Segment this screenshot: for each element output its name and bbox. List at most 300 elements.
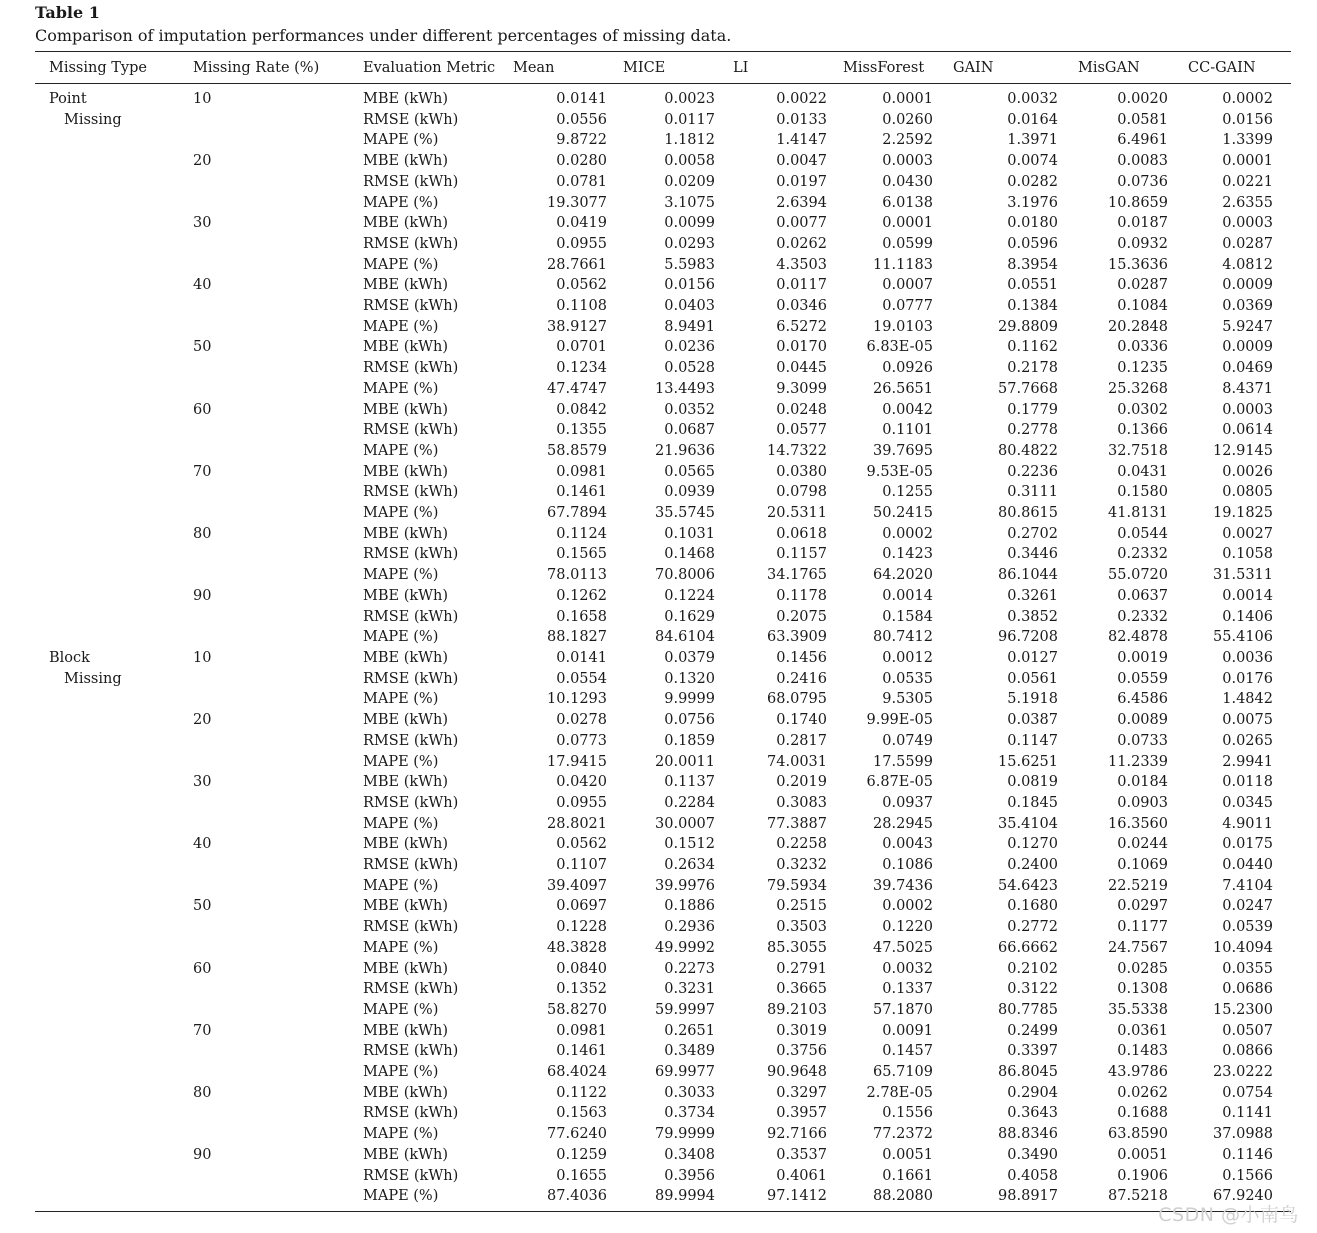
value-misgan: 0.0285: [1117, 960, 1168, 977]
value-missforest: 0.0001: [882, 91, 933, 107]
value-li: 0.0248: [776, 401, 827, 418]
missing-type-cell: [35, 938, 193, 959]
value-misgan: 25.3268: [1108, 380, 1168, 397]
value-missforest: 9.99E-05: [866, 712, 933, 729]
value-mice: 0.0565: [664, 463, 715, 480]
value-cc-gain: 0.1566: [1222, 1167, 1273, 1184]
value-mice: 0.2936: [664, 919, 715, 936]
missing-type-cell: [35, 752, 193, 773]
value-cc-gain: 0.0001: [1222, 153, 1273, 170]
value-li: 0.0117: [776, 277, 827, 294]
value-mean: 78.0113: [547, 567, 607, 584]
missing-rate-cell: [193, 793, 363, 814]
value-gain: 0.2904: [1007, 1084, 1058, 1101]
value-mean: 17.9415: [547, 753, 607, 770]
value-misgan: 0.0637: [1117, 587, 1168, 604]
value-mean: 0.1461: [556, 484, 607, 501]
missing-type-cell: [35, 358, 193, 379]
metric-cell: MBE (kWh): [363, 712, 449, 729]
value-mice: 0.1886: [664, 898, 715, 915]
value-gain: 0.4058: [1007, 1167, 1058, 1184]
value-missforest: 0.0003: [882, 153, 933, 170]
value-misgan: 35.5338: [1108, 1001, 1168, 1018]
value-cc-gain: 15.2300: [1213, 1001, 1273, 1018]
value-mice: 84.6104: [655, 629, 715, 646]
value-misgan: 0.0581: [1117, 111, 1168, 128]
value-li: 0.0133: [776, 111, 827, 128]
missing-rate-cell: [193, 1062, 363, 1083]
metric-cell: RMSE (kWh): [363, 235, 459, 252]
missing-type-cell: [35, 234, 193, 255]
missing-type-cell: [35, 1186, 193, 1211]
value-missforest: 0.0032: [882, 960, 933, 977]
value-li: 0.3957: [776, 1105, 827, 1122]
value-cc-gain: 7.4104: [1222, 877, 1273, 894]
missing-rate-cell: [193, 1041, 363, 1062]
table-row: [35, 84, 1291, 110]
value-gain: 0.0551: [1007, 277, 1058, 294]
value-mean: 0.1565: [556, 546, 607, 563]
value-missforest: 0.1423: [882, 546, 933, 563]
value-cc-gain: 0.1058: [1222, 546, 1273, 563]
missing-type-cell: [35, 772, 193, 793]
value-misgan: 0.0336: [1117, 339, 1168, 356]
metric-cell: MAPE (%): [363, 132, 439, 149]
missing-type-cell: [35, 565, 193, 586]
table-row: [35, 358, 1291, 379]
value-missforest: 0.0001: [882, 215, 933, 232]
metric-cell: RMSE (kWh): [363, 794, 459, 811]
metric-cell: RMSE (kWh): [363, 670, 459, 687]
value-cc-gain: 0.0156: [1222, 111, 1273, 128]
metric-cell: MAPE (%): [363, 939, 439, 956]
value-missforest: 0.0091: [882, 1022, 933, 1039]
value-mean: 9.8722: [556, 132, 607, 149]
value-li: 97.1412: [733, 1186, 843, 1211]
table-row: [35, 1000, 1291, 1021]
value-missforest: 0.0042: [882, 401, 933, 418]
value-misgan: 41.8131: [1108, 505, 1168, 522]
metric-cell: MBE (kWh): [363, 898, 449, 915]
value-cc-gain: 0.0026: [1222, 463, 1273, 480]
value-misgan: 0.0903: [1117, 794, 1168, 811]
table-row: [35, 544, 1291, 565]
missing-rate-cell: 40: [193, 277, 212, 294]
value-cc-gain: 0.0355: [1222, 960, 1273, 977]
value-missforest: 2.2592: [882, 132, 933, 149]
table-row: [35, 337, 1291, 358]
missing-rate-cell: [193, 669, 363, 690]
missing-rate-cell: [193, 317, 363, 338]
missing-rate-cell: [193, 296, 363, 317]
missing-type-cell: [35, 503, 193, 524]
value-misgan: 0.0559: [1117, 670, 1168, 687]
table-row: [35, 834, 1291, 855]
value-li: 9.3099: [776, 380, 827, 397]
value-mice: 0.0939: [664, 484, 715, 501]
value-misgan: 10.8659: [1108, 194, 1168, 211]
results-table: [35, 51, 1291, 1212]
value-missforest: 26.5651: [873, 380, 933, 397]
value-gain: 0.2400: [1007, 857, 1058, 874]
missing-type-cell: [35, 379, 193, 400]
metric-cell: MAPE (%): [363, 1126, 439, 1143]
value-missforest: 2.78E-05: [866, 1084, 933, 1101]
value-mice: 8.9491: [664, 318, 715, 335]
value-mice: 70.8006: [655, 567, 715, 584]
value-mice: 13.4493: [655, 380, 715, 397]
missing-type-cell: [35, 482, 193, 503]
table-row: [35, 503, 1291, 524]
missing-type-cell: [35, 441, 193, 462]
value-mice: 0.0756: [664, 712, 715, 729]
metric-cell: RMSE (kWh): [363, 857, 459, 874]
value-missforest: 39.7436: [873, 877, 933, 894]
table-row: [35, 586, 1291, 607]
metric-cell: MBE (kWh): [363, 277, 449, 294]
metric-cell: RMSE (kWh): [363, 298, 459, 315]
value-gain: 98.8917: [953, 1186, 1078, 1211]
value-gain: 0.1384: [1007, 298, 1058, 315]
value-missforest: 11.1183: [873, 256, 933, 273]
value-mice: 0.0058: [664, 153, 715, 170]
table-row: [35, 752, 1291, 773]
table-row: [35, 1166, 1291, 1187]
table-row: [35, 234, 1291, 255]
value-mean: 0.0554: [556, 670, 607, 687]
value-mice: 20.0011: [655, 753, 715, 770]
value-mice: 0.3734: [664, 1105, 715, 1122]
value-mean: 0.0556: [556, 111, 607, 128]
missing-type-cell: [35, 1062, 193, 1083]
value-misgan: 0.1688: [1117, 1105, 1168, 1122]
value-mean: 0.0562: [556, 836, 607, 853]
missing-rate-cell: 70: [193, 463, 212, 480]
value-cc-gain: 19.1825: [1213, 505, 1273, 522]
value-mean: 0.0955: [556, 794, 607, 811]
value-gain: 15.6251: [998, 753, 1058, 770]
value-mean: 28.7661: [547, 256, 607, 273]
value-misgan: 0.1906: [1117, 1167, 1168, 1184]
value-misgan: 0.0733: [1117, 732, 1168, 749]
value-cc-gain: 5.9247: [1222, 318, 1273, 335]
missing-rate-cell: 80: [193, 525, 212, 542]
value-misgan: 0.0244: [1117, 836, 1168, 853]
value-li: 0.0577: [776, 422, 827, 439]
value-mean: 28.8021: [547, 815, 607, 832]
value-gain: 88.8346: [998, 1126, 1058, 1143]
value-missforest: 65.7109: [873, 1064, 933, 1081]
value-mean: 0.0141: [556, 649, 607, 666]
value-misgan: 0.1084: [1117, 298, 1168, 315]
table-row: [35, 1186, 1291, 1211]
value-li: 0.0445: [776, 360, 827, 377]
value-mean: 58.8270: [547, 1001, 607, 1018]
value-mean: 0.0955: [556, 235, 607, 252]
missing-rate-cell: [193, 1186, 363, 1211]
metric-cell: MBE (kWh): [363, 401, 449, 418]
value-mean: 0.0278: [556, 712, 607, 729]
missing-type-cell: [35, 607, 193, 628]
value-gain: 1.3971: [1007, 132, 1058, 149]
table-row: [35, 669, 1291, 690]
metric-cell: RMSE (kWh): [363, 484, 459, 501]
value-mice: 0.0403: [664, 298, 715, 315]
value-missforest: 0.1255: [882, 484, 933, 501]
value-cc-gain: 0.0345: [1222, 794, 1273, 811]
missing-rate-cell: [193, 855, 363, 876]
missing-rate-cell: [193, 979, 363, 1000]
value-missforest: 19.0103: [873, 318, 933, 335]
missing-type-cell: [35, 317, 193, 338]
missing-rate-cell: [193, 130, 363, 151]
value-mean: 0.1228: [556, 919, 607, 936]
table-row: [35, 855, 1291, 876]
missing-type-cell: [35, 420, 193, 441]
missing-rate-cell: 90: [193, 1146, 212, 1163]
table-row: [35, 689, 1291, 710]
value-mice: 0.3956: [664, 1167, 715, 1184]
missing-type-cell: [35, 544, 193, 565]
value-misgan: 0.0083: [1117, 153, 1168, 170]
value-cc-gain: 8.4371: [1222, 380, 1273, 397]
missing-rate-cell: [193, 607, 363, 628]
table-row: [35, 275, 1291, 296]
value-gain: 54.6423: [998, 877, 1058, 894]
value-missforest: 0.0002: [882, 525, 933, 542]
missing-rate-cell: [193, 544, 363, 565]
table-row: [35, 441, 1291, 462]
value-li: 4.3503: [776, 256, 827, 273]
value-missforest: 17.5599: [873, 753, 933, 770]
value-li: 0.3537: [776, 1146, 827, 1163]
value-mean: 0.0773: [556, 732, 607, 749]
value-mean: 10.1293: [547, 691, 607, 708]
value-misgan: 0.1235: [1117, 360, 1168, 377]
value-gain: 0.0127: [1007, 649, 1058, 666]
value-mice: 0.2634: [664, 857, 715, 874]
value-mean: 0.0280: [556, 153, 607, 170]
value-mice: 1.1812: [664, 132, 715, 149]
value-misgan: 0.0184: [1117, 774, 1168, 791]
metric-cell: MAPE (%): [363, 194, 439, 211]
value-mice: 35.5745: [655, 505, 715, 522]
value-missforest: 9.5305: [882, 691, 933, 708]
missing-rate-cell: [193, 1124, 363, 1145]
value-li: 79.5934: [767, 877, 827, 894]
value-misgan: 82.4878: [1108, 629, 1168, 646]
metric-cell: MBE (kWh): [363, 339, 449, 356]
value-cc-gain: 0.0027: [1222, 525, 1273, 542]
metric-cell: MBE (kWh): [363, 1084, 449, 1101]
value-gain: 0.1162: [1007, 339, 1058, 356]
missing-rate-cell: [193, 689, 363, 710]
value-mice: 30.0007: [655, 815, 715, 832]
table-label: Table 1: [35, 3, 100, 22]
value-li: 0.3083: [776, 794, 827, 811]
table-row: [35, 110, 1291, 131]
value-misgan: 0.0431: [1117, 463, 1168, 480]
value-gain: 80.7785: [998, 1001, 1058, 1018]
value-mice: 59.9997: [655, 1001, 715, 1018]
missing-type-cell: [35, 689, 193, 710]
value-li: 0.1178: [776, 587, 827, 604]
value-li: 92.7166: [767, 1126, 827, 1143]
value-li: 68.0795: [767, 691, 827, 708]
missing-rate-cell: [193, 1000, 363, 1021]
value-missforest: 6.0138: [882, 194, 933, 211]
value-mean: 0.0697: [556, 898, 607, 915]
value-missforest: 0.0937: [882, 794, 933, 811]
value-li: 0.0197: [776, 173, 827, 190]
value-cc-gain: 1.4842: [1222, 691, 1273, 708]
value-li: 0.2416: [776, 670, 827, 687]
value-mean: 0.0842: [556, 401, 607, 418]
value-misgan: 24.7567: [1108, 939, 1168, 956]
value-gain: 0.2499: [1007, 1022, 1058, 1039]
table-row: [35, 1021, 1291, 1042]
table-row: [35, 1103, 1291, 1124]
watermark: CSDN @小南鸟: [1158, 1204, 1299, 1226]
missing-type-cell: [35, 172, 193, 193]
missing-type-cell: [35, 151, 193, 172]
value-cc-gain: 10.4094: [1213, 939, 1273, 956]
value-mean: 58.8579: [547, 442, 607, 459]
value-misgan: 63.8590: [1108, 1126, 1168, 1143]
missing-type-cell: [35, 275, 193, 296]
value-mean: 0.1124: [556, 525, 607, 542]
missing-type-cell: [35, 855, 193, 876]
value-li: 63.3909: [767, 629, 827, 646]
table-row: [35, 151, 1291, 172]
value-gain: 8.3954: [1007, 256, 1058, 273]
metric-cell: MBE (kWh): [363, 525, 449, 542]
value-li: 14.7322: [767, 442, 827, 459]
value-li: 0.2075: [776, 608, 827, 625]
value-mean: 0.1108: [556, 298, 607, 315]
value-mean: 0.1355: [556, 422, 607, 439]
metric-cell: MBE (kWh): [363, 960, 449, 977]
value-mean: 0.0419: [556, 215, 607, 232]
missing-type-label: Block: [49, 649, 90, 666]
metric-cell: MAPE (%): [363, 1186, 513, 1211]
value-misgan: 16.3560: [1108, 815, 1168, 832]
value-gain: 35.4104: [998, 815, 1058, 832]
value-gain: 0.1680: [1007, 898, 1058, 915]
metric-cell: MAPE (%): [363, 753, 439, 770]
value-misgan: 0.1366: [1117, 422, 1168, 439]
table-row: [35, 938, 1291, 959]
value-missforest: 0.1101: [882, 422, 933, 439]
value-misgan: 0.0932: [1117, 235, 1168, 252]
value-missforest: 0.0749: [882, 732, 933, 749]
value-gain: 0.2702: [1007, 525, 1058, 542]
value-gain: 0.1147: [1007, 732, 1058, 749]
missing-type-cell: [35, 959, 193, 980]
missing-rate-cell: 10: [193, 91, 212, 107]
value-li: 34.1765: [767, 567, 827, 584]
value-mice: 69.9977: [655, 1064, 715, 1081]
metric-cell: MAPE (%): [363, 442, 439, 459]
value-cc-gain: 0.0014: [1222, 587, 1273, 604]
value-gain: 5.1918: [1007, 691, 1058, 708]
value-misgan: 0.0262: [1117, 1084, 1168, 1101]
value-misgan: 0.1308: [1117, 981, 1168, 998]
value-mice: 49.9992: [655, 939, 715, 956]
header-missforest: MissForest: [843, 52, 953, 84]
table-row: [35, 1145, 1291, 1166]
value-mice: 0.1137: [664, 774, 715, 791]
value-li: 74.0031: [767, 753, 827, 770]
value-mice: 0.2273: [664, 960, 715, 977]
value-mice: 0.1468: [664, 546, 715, 563]
metric-cell: MAPE (%): [363, 567, 439, 584]
value-li: 1.4147: [776, 132, 827, 149]
missing-rate-cell: [193, 255, 363, 276]
missing-type-cell: [35, 1166, 193, 1187]
header-evaluation-metric: Evaluation Metric: [363, 52, 513, 84]
value-gain: 0.3446: [1007, 546, 1058, 563]
header-li: LI: [733, 52, 843, 84]
value-cc-gain: 0.0614: [1222, 422, 1273, 439]
table-row: [35, 959, 1291, 980]
table-row: [35, 565, 1291, 586]
value-cc-gain: 0.1141: [1222, 1105, 1273, 1122]
value-cc-gain: 0.0009: [1222, 339, 1273, 356]
value-gain: 0.2772: [1007, 919, 1058, 936]
value-mice: 0.0352: [664, 401, 715, 418]
value-li: 0.0170: [776, 339, 827, 356]
value-li: 2.6394: [776, 194, 827, 211]
value-mean: 0.1658: [556, 608, 607, 625]
missing-type-cell: [35, 669, 193, 690]
missing-type-cell: [35, 648, 193, 669]
metric-cell: RMSE (kWh): [363, 1105, 459, 1122]
missing-type-cell: [35, 627, 193, 648]
value-missforest: 0.1661: [882, 1167, 933, 1184]
table-row: [35, 379, 1291, 400]
missing-type-label: Point: [49, 91, 87, 107]
value-li: 0.2791: [776, 960, 827, 977]
metric-cell: MAPE (%): [363, 629, 439, 646]
metric-cell: RMSE (kWh): [363, 1167, 459, 1184]
value-gain: 0.0032: [1007, 91, 1058, 107]
header-cc-gain: CC-GAIN: [1188, 52, 1291, 84]
missing-rate-cell: 20: [193, 712, 212, 729]
value-missforest: 0.0002: [882, 898, 933, 915]
missing-type-cell: [35, 1103, 193, 1124]
metric-cell: MAPE (%): [363, 318, 439, 335]
value-misgan: 43.9786: [1108, 1064, 1168, 1081]
value-mice: 0.0236: [664, 339, 715, 356]
value-cc-gain: 0.0002: [1222, 91, 1273, 107]
missing-rate-cell: 60: [193, 401, 212, 418]
value-missforest: 47.5025: [873, 939, 933, 956]
value-cc-gain: 0.0686: [1222, 981, 1273, 998]
value-mice: 0.1320: [664, 670, 715, 687]
value-gain: 0.2236: [1007, 463, 1058, 480]
value-li: 0.3019: [776, 1022, 827, 1039]
missing-type-cell: [35, 400, 193, 421]
missing-type-cell: [35, 130, 193, 151]
missing-type-cell: [35, 814, 193, 835]
missing-rate-cell: [193, 938, 363, 959]
table-row: [35, 213, 1291, 234]
value-cc-gain: 0.0176: [1222, 670, 1273, 687]
missing-type-cell: [35, 896, 193, 917]
value-gain: 3.1976: [1007, 194, 1058, 211]
value-mean: 0.1122: [556, 1084, 607, 1101]
